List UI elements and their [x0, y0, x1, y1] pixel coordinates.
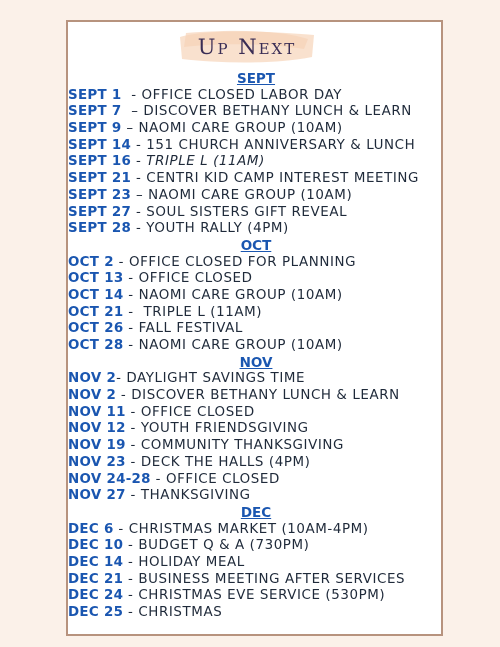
event-title: TRIPLE L (11AM) — [146, 154, 265, 170]
event-title: NAOMI CARE GROUP (10AM) — [148, 187, 353, 203]
event-separator: – — [121, 121, 139, 137]
event-row — [68, 154, 444, 171]
event-date: NOV 27 — [68, 488, 126, 504]
event-date: DEC 10 — [68, 538, 124, 554]
event-title: OFFICE CLOSED LABOR DAY — [141, 87, 343, 103]
event-separator: – — [131, 187, 149, 203]
event-separator: - — [123, 287, 139, 303]
event-separator: - — [150, 471, 166, 487]
event-date: DEC 21 — [68, 571, 124, 587]
event-separator: - — [123, 271, 139, 287]
event-title: CENTRI KID CAMP INTEREST MEETING — [146, 171, 420, 187]
event-title: YOUTH RALLY (4PM) — [146, 221, 289, 237]
event-title: DISCOVER BETHANY LUNCH & LEARN — [131, 388, 400, 404]
event-date: SEPT 1 — [68, 87, 122, 103]
event-date: DEC 14 — [68, 554, 124, 570]
event-separator: - — [123, 338, 139, 353]
event-row — [68, 305, 444, 322]
event-date: NOV 12 — [68, 421, 126, 437]
event-separator: - — [125, 421, 141, 437]
event-separator: - — [123, 304, 144, 320]
event-separator: - — [125, 404, 141, 420]
event-title: DISCOVER BETHANY LUNCH & LEARN — [143, 104, 412, 120]
event-row — [68, 188, 444, 205]
event-separator: - — [131, 204, 147, 220]
event-row — [68, 405, 444, 422]
event-separator: - — [131, 221, 147, 237]
event-title: CHRISTMAS MARKET (10AM-4PM) — [128, 521, 369, 537]
event-title: OFFICE CLOSED — [140, 404, 255, 420]
event-separator: - — [131, 154, 147, 170]
event-separator: - — [113, 254, 129, 270]
event-row — [68, 255, 444, 272]
event-separator: - — [125, 454, 141, 470]
event-date: OCT 13 — [68, 271, 124, 287]
event-separator: - — [123, 321, 139, 337]
event-row — [68, 572, 444, 589]
event-row — [68, 538, 444, 555]
event-date: OCT 21 — [68, 304, 124, 320]
event-row — [68, 171, 444, 188]
event-row — [68, 271, 444, 288]
event-title: OFFICE CLOSED FOR PLANNING — [128, 254, 357, 270]
event-date: DEC 6 — [68, 521, 114, 537]
title-banner — [176, 27, 318, 67]
event-row — [68, 121, 444, 138]
event-row — [68, 555, 444, 572]
event-row — [68, 288, 444, 305]
event-row — [68, 438, 444, 455]
event-row — [68, 522, 444, 539]
event-separator: - — [123, 605, 139, 620]
event-title: BUSINESS MEETING AFTER SERVICES — [138, 571, 406, 587]
event-separator: – — [121, 104, 144, 120]
event-separator: - — [121, 87, 142, 103]
event-separator: - — [116, 388, 132, 404]
event-row — [68, 138, 444, 155]
event-title: BUDGET Q & A (730PM) — [138, 538, 310, 554]
event-title: NAOMI CARE GROUP (10AM) — [138, 338, 343, 353]
event-date: OCT 26 — [68, 321, 124, 337]
event-title: DECK THE HALLS (4PM) — [140, 454, 311, 470]
event-date: NOV 19 — [68, 438, 126, 454]
event-row — [68, 455, 444, 472]
event-title: 151 CHURCH ANNIVERSARY & LUNCH — [146, 137, 416, 153]
event-title: NAOMI CARE GROUP (10AM) — [138, 287, 343, 303]
event-separator: - — [131, 137, 147, 153]
event-row — [68, 421, 444, 438]
event-title: OFFICE CLOSED — [165, 471, 280, 487]
event-title: HOLIDAY MEAL — [138, 554, 245, 570]
event-separator: - — [125, 438, 141, 454]
event-date: SEPT 28 — [68, 221, 132, 237]
event-title: CHRISTMAS — [138, 605, 223, 620]
event-title: COMMUNITY THANKSGIVING — [140, 438, 344, 454]
event-title: FALL FESTIVAL — [138, 321, 243, 337]
event-row — [68, 221, 444, 238]
event-title: SOUL SISTERS GIFT REVEAL — [146, 204, 348, 220]
event-row — [68, 104, 444, 121]
event-title: TRIPLE L (11AM) — [143, 304, 263, 320]
event-date: SEPT 23 — [68, 187, 132, 203]
event-date: OCT 14 — [68, 287, 124, 303]
event-title: CHRISTMAS EVE SERVICE (530PM) — [138, 588, 386, 604]
event-date: SEPT 16 — [68, 154, 132, 170]
event-date: DEC 24 — [68, 588, 124, 604]
event-row — [68, 472, 444, 489]
event-row — [68, 205, 444, 222]
event-row — [68, 88, 444, 105]
event-date: NOV 23 — [68, 454, 126, 470]
event-title: THANKSGIVING — [140, 488, 251, 504]
event-title: OFFICE CLOSED — [138, 271, 253, 287]
event-row — [68, 371, 444, 388]
event-row — [68, 338, 444, 355]
event-row — [68, 605, 444, 622]
event-row — [68, 388, 444, 405]
month-heading-nov: NOV — [239, 354, 273, 371]
event-title: DAYLIGHT SAVINGS TIME — [126, 371, 306, 387]
month-heading-oct: OCT — [240, 237, 272, 254]
event-date: SEPT 21 — [68, 171, 132, 187]
event-title: YOUTH FRIENDSGIVING — [140, 421, 309, 437]
event-date: NOV 24-28 — [68, 471, 151, 487]
event-row — [68, 488, 444, 505]
event-date: DEC 25 — [68, 605, 124, 620]
event-separator: - — [116, 371, 127, 387]
month-heading-sept: SEPT — [236, 71, 276, 87]
month-heading-dec: DEC — [240, 504, 272, 521]
event-date: NOV 2 — [68, 371, 117, 387]
event-separator: - — [123, 538, 139, 554]
event-date: OCT 28 — [68, 338, 124, 353]
event-row — [68, 588, 444, 605]
event-separator: - — [123, 554, 139, 570]
event-date: NOV 2 — [68, 388, 117, 404]
event-date: SEPT 14 — [68, 137, 132, 153]
event-title: NAOMI CARE GROUP (10AM) — [138, 121, 343, 137]
event-date: OCT 2 — [68, 254, 114, 270]
event-separator: - — [123, 588, 139, 604]
event-separator: - — [131, 171, 147, 187]
event-separator: - — [113, 521, 129, 537]
event-date: SEPT 7 — [68, 104, 122, 120]
event-date: SEPT 27 — [68, 204, 132, 220]
event-list — [68, 71, 444, 622]
event-date: SEPT 9 — [68, 121, 122, 137]
event-row — [68, 321, 444, 338]
page-title: Up Next — [197, 35, 297, 59]
event-date: NOV 11 — [68, 404, 126, 420]
event-separator: - — [125, 488, 141, 504]
event-separator: - — [123, 571, 139, 587]
